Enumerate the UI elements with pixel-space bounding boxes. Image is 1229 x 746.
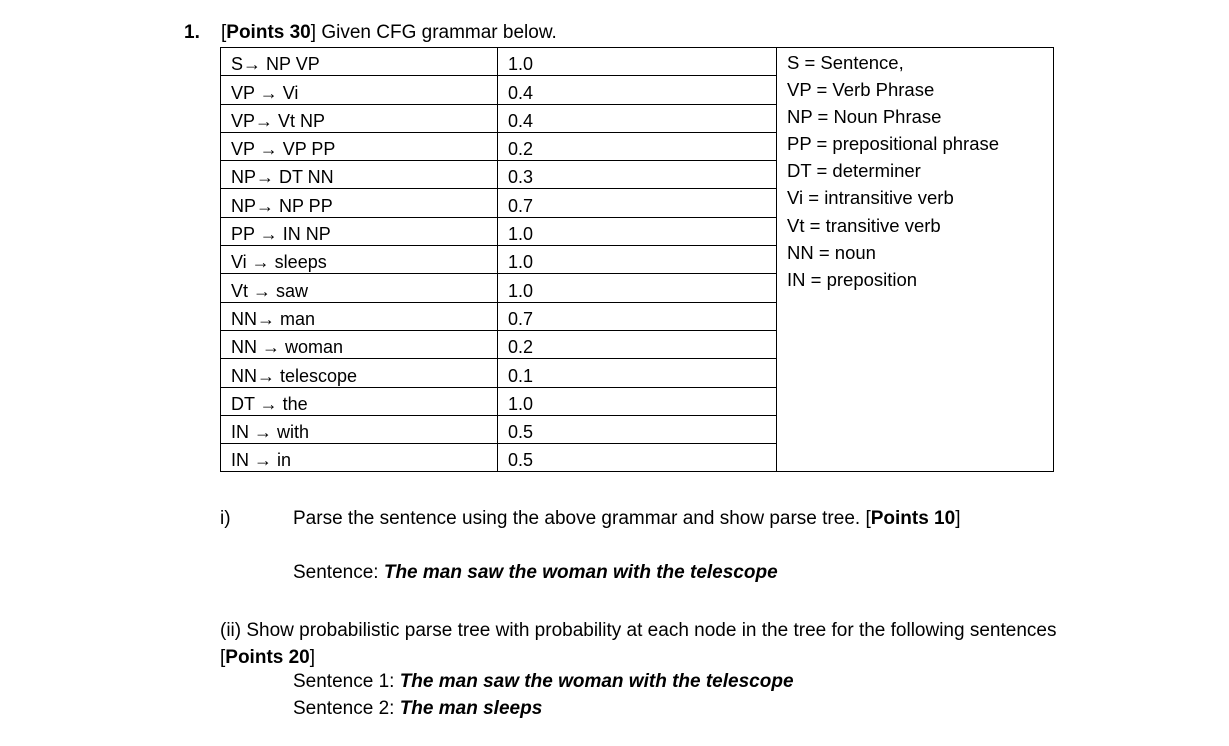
grammar-rule: Vi → sleeps: [221, 246, 498, 274]
grammar-rule: PP → IN NP: [221, 217, 498, 245]
grammar-probability: 1.0: [498, 48, 777, 76]
grammar-probability: 0.2: [498, 330, 777, 358]
grammar-rule: S→ NP VP: [221, 48, 498, 76]
grammar-probability: 1.0: [498, 246, 777, 274]
part2-sentence-1: Sentence 1: The man saw the woman with the telescope: [293, 671, 794, 692]
grammar-rule: NP→ NP PP: [221, 189, 498, 217]
question-heading-text: Given CFG grammar below.: [316, 22, 557, 43]
grammar-rule: NN → woman: [221, 330, 498, 358]
grammar-probability: 0.3: [498, 161, 777, 189]
grammar-rule: IN → in: [221, 444, 498, 472]
grammar-probability: 1.0: [498, 387, 777, 415]
legend-item: PP = prepositional phrase: [787, 133, 1000, 155]
legend-cell: [777, 48, 1054, 472]
legend-item: DT = determiner: [787, 160, 921, 182]
legend-item: Vi = intransitive verb: [787, 187, 954, 209]
question-points: Points 30: [226, 22, 311, 43]
part1-instruction: Parse the sentence using the above grammar and show parse tree. [Points 10]: [293, 508, 961, 529]
grammar-rule: Vt → saw: [221, 274, 498, 302]
legend-item: S = Sentence,: [787, 52, 904, 73]
grammar-probability: 0.2: [498, 132, 777, 160]
part2-instruction: (ii) Show probabilistic parse tree with probability at each node in the tree for the following sentences [Points 20]: [220, 620, 1057, 668]
legend-item: VP = Verb Phrase: [787, 79, 935, 101]
grammar-probability: 0.7: [498, 302, 777, 330]
legend-item: NP = Noun Phrase: [787, 106, 942, 128]
grammar-probability: 1.0: [498, 217, 777, 245]
question-heading: [Points 30] Given CFG grammar below.: [221, 22, 557, 43]
part2-sentence-2: Sentence 2: The man sleeps: [293, 698, 543, 719]
grammar-row: [221, 48, 1054, 76]
part1-label: i): [220, 508, 231, 529]
grammar-probability: 0.4: [498, 76, 777, 104]
grammar-rule: IN → with: [221, 415, 498, 443]
part2-sentence-1-text: The man saw the woman with the telescope: [399, 671, 794, 692]
grammar-probability: 0.4: [498, 104, 777, 132]
grammar-probability: 0.7: [498, 189, 777, 217]
grammar-probability: 1.0: [498, 274, 777, 302]
legend-item: NN = noun: [787, 241, 876, 263]
part1-sentence: Sentence: The man saw the woman with the telescope: [293, 562, 778, 583]
grammar-rule: VP → Vi: [221, 76, 498, 104]
grammar-rule: VP→ Vt NP: [221, 104, 498, 132]
grammar-rule: NN→ telescope: [221, 359, 498, 387]
legend-item: IN = preposition: [787, 268, 918, 290]
grammar-probability: 0.5: [498, 415, 777, 443]
question-number: 1.: [184, 22, 200, 43]
grammar-probability: 0.1: [498, 359, 777, 387]
grammar-rule: NP→ DT NN: [221, 161, 498, 189]
part2-sentence-2-text: The man sleeps: [399, 698, 543, 719]
grammar-table: [220, 47, 1054, 472]
grammar-rule: DT → the: [221, 387, 498, 415]
part1-points: Points 10: [870, 508, 956, 529]
grammar-rule: VP → VP PP: [221, 132, 498, 160]
part2-points: Points 20: [225, 647, 310, 668]
grammar-rule: NN→ man: [221, 302, 498, 330]
part1-sentence-text: The man saw the woman with the telescope: [383, 562, 778, 583]
legend-item: Vt = transitive verb: [787, 214, 941, 236]
grammar-probability: 0.5: [498, 444, 777, 472]
